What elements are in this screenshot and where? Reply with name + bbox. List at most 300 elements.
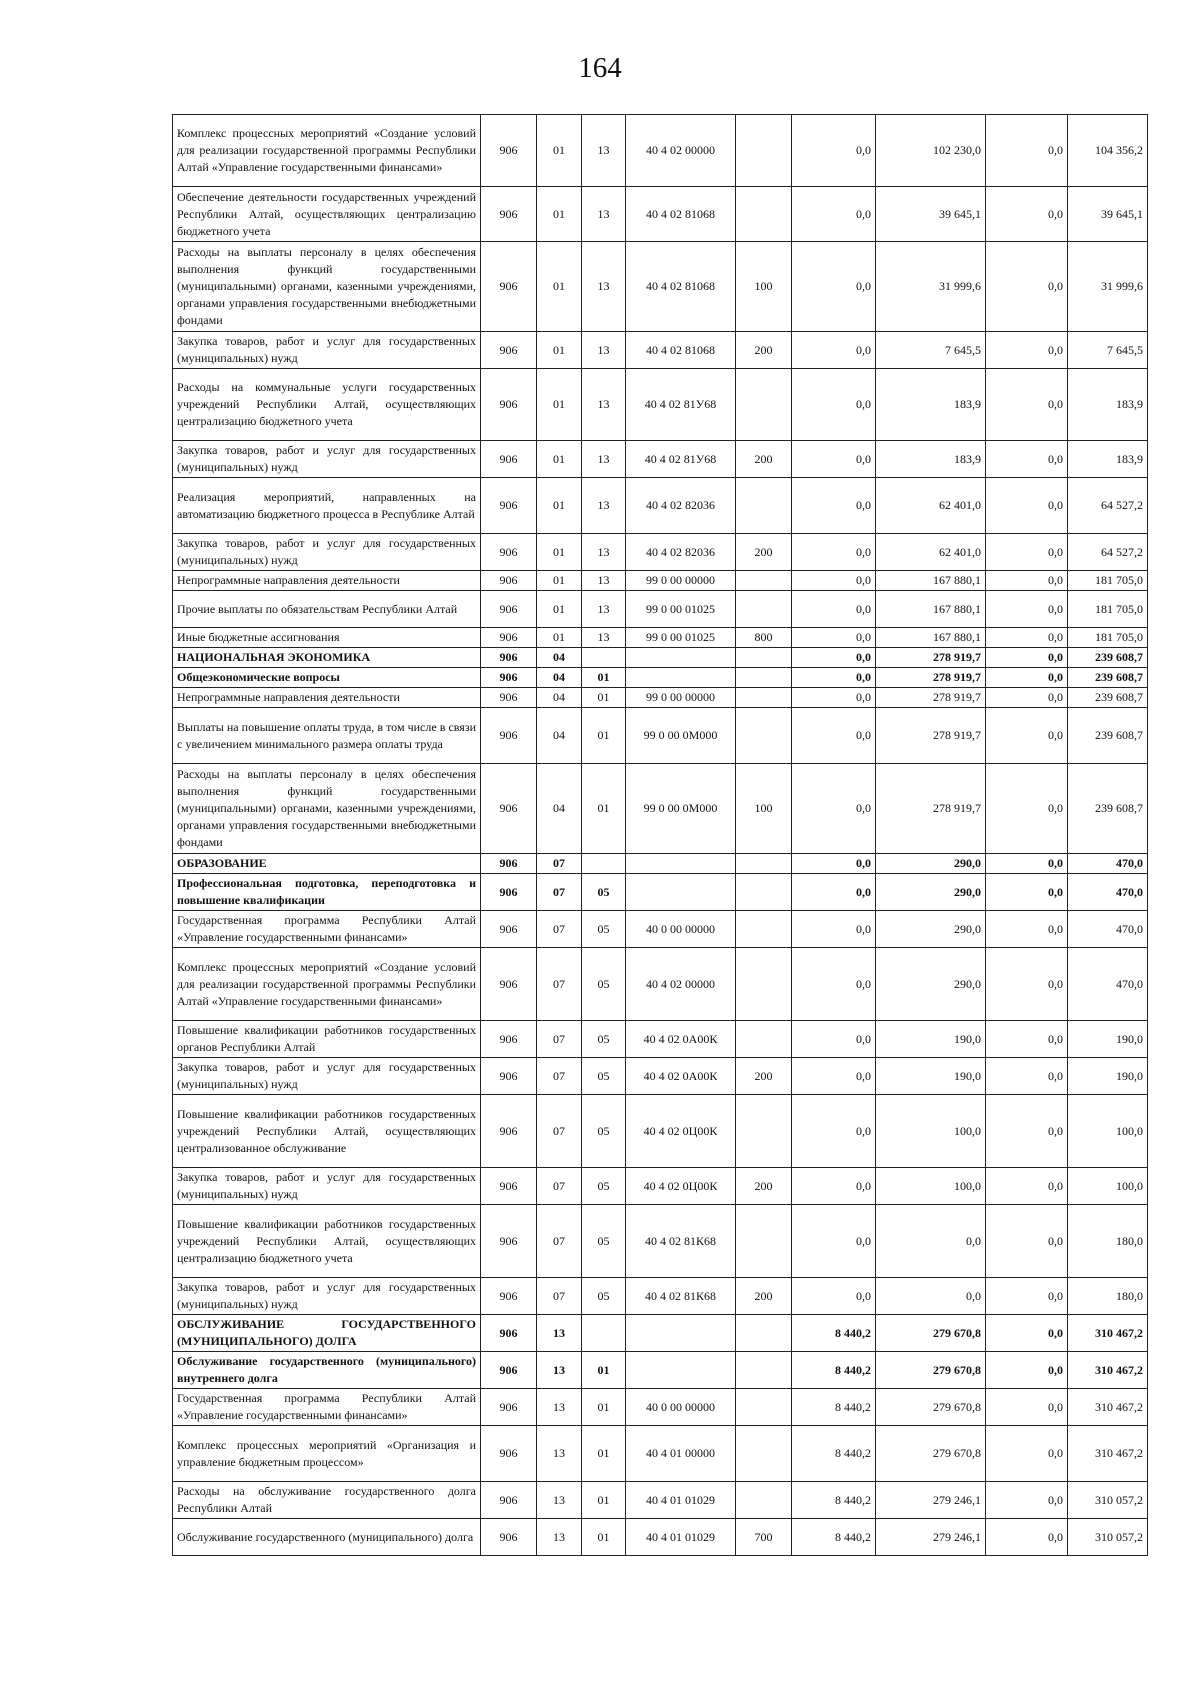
section-code-cell: 01: [537, 187, 582, 242]
grbs-code-cell: 906: [481, 187, 537, 242]
table-row: [173, 708, 1148, 764]
target-article-cell: 99 0 00 00000: [626, 571, 736, 591]
amount-4-cell: 104 356,2: [1068, 115, 1148, 187]
subsection-code-cell: 05: [582, 1168, 626, 1205]
table-row: [173, 571, 1148, 591]
expense-type-cell: [736, 1352, 792, 1389]
amount-4-cell: 310 057,2: [1068, 1482, 1148, 1519]
page-number: 164: [578, 52, 622, 84]
amount-4-cell: 310 467,2: [1068, 1315, 1148, 1352]
section-code-cell: 01: [537, 591, 582, 628]
amount-1-cell: 0,0: [792, 1205, 876, 1278]
amount-2-cell: 278 919,7: [876, 668, 986, 688]
amount-2-cell: 39 645,1: [876, 187, 986, 242]
expense-type-cell: 200: [736, 1278, 792, 1315]
amount-4-cell: 181 705,0: [1068, 628, 1148, 648]
expense-type-cell: [736, 948, 792, 1021]
table-row: [173, 441, 1148, 478]
subsection-code-cell: 13: [582, 441, 626, 478]
row-name-cell: Расходы на выплаты персоналу в целях обеспечения выполнения функций государственными (муниципальными) органами, казенными учреждениями, органами управления государственными внебюджетными фондами: [173, 764, 481, 854]
row-name-cell: Комплекс процессных мероприятий «Создание условий для реализации государственной программы Республики Алтай «Управление государственными финансами»: [173, 948, 481, 1021]
target-article-cell: 40 4 01 01029: [626, 1482, 736, 1519]
amount-3-cell: 0,0: [986, 1389, 1068, 1426]
subsection-code-cell: 13: [582, 332, 626, 369]
amount-2-cell: 290,0: [876, 854, 986, 874]
table-row: [173, 854, 1148, 874]
grbs-code-cell: 906: [481, 1519, 537, 1556]
grbs-code-cell: 906: [481, 478, 537, 534]
section-code-cell: 01: [537, 242, 582, 332]
amount-2-cell: 278 919,7: [876, 688, 986, 708]
amount-1-cell: 0,0: [792, 187, 876, 242]
amount-4-cell: 470,0: [1068, 948, 1148, 1021]
section-code-cell: 13: [537, 1426, 582, 1482]
amount-4-cell: 190,0: [1068, 1058, 1148, 1095]
amount-3-cell: 0,0: [986, 571, 1068, 591]
grbs-code-cell: 906: [481, 1058, 537, 1095]
target-article-cell: 40 4 02 81У68: [626, 369, 736, 441]
target-article-cell: 40 4 02 82036: [626, 478, 736, 534]
grbs-code-cell: 906: [481, 764, 537, 854]
target-article-cell: [626, 1315, 736, 1352]
section-code-cell: 01: [537, 478, 582, 534]
amount-3-cell: 0,0: [986, 1352, 1068, 1389]
amount-2-cell: 167 880,1: [876, 591, 986, 628]
target-article-cell: 99 0 00 00000: [626, 688, 736, 708]
grbs-code-cell: 906: [481, 115, 537, 187]
amount-3-cell: 0,0: [986, 1278, 1068, 1315]
section-code-cell: 13: [537, 1315, 582, 1352]
amount-3-cell: 0,0: [986, 874, 1068, 911]
subsection-code-cell: 13: [582, 534, 626, 571]
target-article-cell: 40 0 00 00000: [626, 911, 736, 948]
row-name-cell: Закупка товаров, работ и услуг для государственных (муниципальных) нужд: [173, 441, 481, 478]
amount-2-cell: 290,0: [876, 948, 986, 1021]
amount-3-cell: 0,0: [986, 332, 1068, 369]
amount-2-cell: 190,0: [876, 1021, 986, 1058]
table-row: [173, 1021, 1148, 1058]
row-name-cell: Закупка товаров, работ и услуг для государственных (муниципальных) нужд: [173, 332, 481, 369]
grbs-code-cell: 906: [481, 911, 537, 948]
amount-4-cell: 183,9: [1068, 441, 1148, 478]
amount-1-cell: 0,0: [792, 688, 876, 708]
amount-3-cell: 0,0: [986, 1205, 1068, 1278]
table-row: [173, 591, 1148, 628]
amount-2-cell: 167 880,1: [876, 571, 986, 591]
table-row: [173, 668, 1148, 688]
grbs-code-cell: 906: [481, 1389, 537, 1426]
target-article-cell: 40 4 02 00000: [626, 948, 736, 1021]
expense-type-cell: 100: [736, 764, 792, 854]
grbs-code-cell: 906: [481, 874, 537, 911]
section-code-cell: 01: [537, 628, 582, 648]
target-article-cell: 40 4 01 00000: [626, 1426, 736, 1482]
table-row: [173, 911, 1148, 948]
section-code-cell: 01: [537, 369, 582, 441]
amount-2-cell: 102 230,0: [876, 115, 986, 187]
row-name-cell: Комплекс процессных мероприятий «Создание условий для реализации государственной программы Республики Алтай «Управление государственными финансами»: [173, 115, 481, 187]
amount-1-cell: 0,0: [792, 911, 876, 948]
table-row: [173, 115, 1148, 187]
amount-4-cell: 470,0: [1068, 911, 1148, 948]
expense-type-cell: [736, 115, 792, 187]
subsection-code-cell: 05: [582, 911, 626, 948]
row-name-cell: Комплекс процессных мероприятий «Организация и управление бюджетным процессом»: [173, 1426, 481, 1482]
amount-3-cell: 0,0: [986, 668, 1068, 688]
row-name-cell: НАЦИОНАЛЬНАЯ ЭКОНОМИКА: [173, 648, 481, 668]
row-name-cell: Повышение квалификации работников государственных учреждений Республики Алтай, осуществляющих централизацию бюджетного учета: [173, 1205, 481, 1278]
amount-2-cell: 0,0: [876, 1278, 986, 1315]
amount-4-cell: 39 645,1: [1068, 187, 1148, 242]
table-row: [173, 948, 1148, 1021]
expense-type-cell: [736, 708, 792, 764]
amount-3-cell: 0,0: [986, 1095, 1068, 1168]
table-row: [173, 1168, 1148, 1205]
amount-2-cell: 62 401,0: [876, 534, 986, 571]
target-article-cell: 40 4 02 81068: [626, 187, 736, 242]
expense-type-cell: [736, 648, 792, 668]
expense-type-cell: 200: [736, 1168, 792, 1205]
amount-4-cell: 64 527,2: [1068, 534, 1148, 571]
subsection-code-cell: 05: [582, 1095, 626, 1168]
amount-1-cell: 0,0: [792, 591, 876, 628]
amount-1-cell: 0,0: [792, 534, 876, 571]
grbs-code-cell: 906: [481, 591, 537, 628]
row-name-cell: Профессиональная подготовка, переподготовка и повышение квалификации: [173, 874, 481, 911]
table-row: [173, 688, 1148, 708]
expense-type-cell: [736, 1205, 792, 1278]
target-article-cell: [626, 874, 736, 911]
grbs-code-cell: 906: [481, 648, 537, 668]
row-name-cell: Обслуживание государственного (муниципального) внутреннего долга: [173, 1352, 481, 1389]
amount-2-cell: 183,9: [876, 441, 986, 478]
amount-4-cell: 31 999,6: [1068, 242, 1148, 332]
amount-1-cell: 0,0: [792, 1095, 876, 1168]
grbs-code-cell: 906: [481, 688, 537, 708]
subsection-code-cell: 01: [582, 688, 626, 708]
amount-3-cell: 0,0: [986, 854, 1068, 874]
target-article-cell: 99 0 00 0М000: [626, 764, 736, 854]
grbs-code-cell: 906: [481, 332, 537, 369]
section-code-cell: 04: [537, 668, 582, 688]
target-article-cell: [626, 668, 736, 688]
amount-1-cell: 0,0: [792, 369, 876, 441]
amount-4-cell: 310 467,2: [1068, 1426, 1148, 1482]
section-code-cell: 04: [537, 764, 582, 854]
amount-4-cell: 181 705,0: [1068, 571, 1148, 591]
target-article-cell: [626, 1352, 736, 1389]
amount-2-cell: 278 919,7: [876, 648, 986, 668]
amount-3-cell: 0,0: [986, 764, 1068, 854]
amount-2-cell: 7 645,5: [876, 332, 986, 369]
amount-4-cell: 181 705,0: [1068, 591, 1148, 628]
expense-type-cell: 200: [736, 441, 792, 478]
subsection-code-cell: 01: [582, 1482, 626, 1519]
subsection-code-cell: 05: [582, 874, 626, 911]
amount-1-cell: 0,0: [792, 1021, 876, 1058]
row-name-cell: Закупка товаров, работ и услуг для государственных (муниципальных) нужд: [173, 1278, 481, 1315]
grbs-code-cell: 906: [481, 1095, 537, 1168]
target-article-cell: 99 0 00 0М000: [626, 708, 736, 764]
amount-2-cell: 278 919,7: [876, 764, 986, 854]
amount-1-cell: 0,0: [792, 115, 876, 187]
row-name-cell: Закупка товаров, работ и услуг для государственных (муниципальных) нужд: [173, 534, 481, 571]
subsection-code-cell: 13: [582, 571, 626, 591]
grbs-code-cell: 906: [481, 1021, 537, 1058]
amount-3-cell: 0,0: [986, 688, 1068, 708]
subsection-code-cell: 05: [582, 1205, 626, 1278]
amount-2-cell: 290,0: [876, 911, 986, 948]
amount-3-cell: 0,0: [986, 369, 1068, 441]
grbs-code-cell: 906: [481, 1205, 537, 1278]
subsection-code-cell: 13: [582, 115, 626, 187]
section-code-cell: 13: [537, 1482, 582, 1519]
row-name-cell: Расходы на обслуживание государственного долга Республики Алтай: [173, 1482, 481, 1519]
grbs-code-cell: 906: [481, 1426, 537, 1482]
row-name-cell: Обслуживание государственного (муниципального) долга: [173, 1519, 481, 1556]
expense-type-cell: [736, 1021, 792, 1058]
amount-1-cell: 8 440,2: [792, 1352, 876, 1389]
amount-1-cell: 0,0: [792, 854, 876, 874]
section-code-cell: 07: [537, 1278, 582, 1315]
section-code-cell: 13: [537, 1389, 582, 1426]
amount-1-cell: 0,0: [792, 948, 876, 1021]
section-code-cell: 13: [537, 1352, 582, 1389]
subsection-code-cell: 13: [582, 369, 626, 441]
expense-type-cell: [736, 1426, 792, 1482]
grbs-code-cell: 906: [481, 1278, 537, 1315]
row-name-cell: Повышение квалификации работников государственных органов Республики Алтай: [173, 1021, 481, 1058]
amount-3-cell: 0,0: [986, 1058, 1068, 1095]
amount-3-cell: 0,0: [986, 187, 1068, 242]
target-article-cell: 40 4 02 0Ц00К: [626, 1168, 736, 1205]
expense-type-cell: [736, 911, 792, 948]
expense-type-cell: [736, 369, 792, 441]
amount-4-cell: 239 608,7: [1068, 708, 1148, 764]
amount-1-cell: 8 440,2: [792, 1315, 876, 1352]
amount-2-cell: 183,9: [876, 369, 986, 441]
amount-1-cell: 8 440,2: [792, 1389, 876, 1426]
target-article-cell: 40 4 02 0А00К: [626, 1021, 736, 1058]
expense-type-cell: 200: [736, 534, 792, 571]
table-row: [173, 187, 1148, 242]
amount-3-cell: 0,0: [986, 441, 1068, 478]
section-code-cell: 04: [537, 708, 582, 764]
target-article-cell: 40 4 02 81К68: [626, 1205, 736, 1278]
row-name-cell: ОБСЛУЖИВАНИЕ ГОСУДАРСТВЕННОГО (МУНИЦИПАЛЬНОГО) ДОЛГА: [173, 1315, 481, 1352]
amount-4-cell: 239 608,7: [1068, 668, 1148, 688]
expense-type-cell: 200: [736, 1058, 792, 1095]
subsection-code-cell: 01: [582, 1352, 626, 1389]
amount-2-cell: 279 246,1: [876, 1482, 986, 1519]
amount-4-cell: 470,0: [1068, 874, 1148, 911]
grbs-code-cell: 906: [481, 571, 537, 591]
amount-1-cell: 0,0: [792, 242, 876, 332]
subsection-code-cell: [582, 1315, 626, 1352]
expense-type-cell: [736, 1389, 792, 1426]
grbs-code-cell: 906: [481, 369, 537, 441]
subsection-code-cell: 13: [582, 591, 626, 628]
section-code-cell: 04: [537, 688, 582, 708]
amount-3-cell: 0,0: [986, 115, 1068, 187]
target-article-cell: 40 0 00 00000: [626, 1389, 736, 1426]
amount-4-cell: 239 608,7: [1068, 764, 1148, 854]
subsection-code-cell: 01: [582, 764, 626, 854]
subsection-code-cell: 05: [582, 1058, 626, 1095]
amount-2-cell: 279 246,1: [876, 1519, 986, 1556]
table-row: [173, 648, 1148, 668]
grbs-code-cell: 906: [481, 1168, 537, 1205]
amount-3-cell: 0,0: [986, 1021, 1068, 1058]
expense-type-cell: 200: [736, 332, 792, 369]
table-row: [173, 1519, 1148, 1556]
table-row: [173, 1058, 1148, 1095]
amount-1-cell: 8 440,2: [792, 1519, 876, 1556]
amount-4-cell: 180,0: [1068, 1278, 1148, 1315]
expense-type-cell: [736, 571, 792, 591]
subsection-code-cell: 05: [582, 1021, 626, 1058]
row-name-cell: Обеспечение деятельности государственных учреждений Республики Алтай, осуществляющих централизацию бюджетного учета: [173, 187, 481, 242]
table-body: [173, 115, 1148, 1556]
table-row: [173, 534, 1148, 571]
amount-1-cell: 0,0: [792, 648, 876, 668]
target-article-cell: 99 0 00 01025: [626, 628, 736, 648]
amount-1-cell: 0,0: [792, 1278, 876, 1315]
amount-3-cell: 0,0: [986, 948, 1068, 1021]
amount-4-cell: 64 527,2: [1068, 478, 1148, 534]
amount-4-cell: 310 057,2: [1068, 1519, 1148, 1556]
expense-type-cell: [736, 688, 792, 708]
section-code-cell: 07: [537, 1095, 582, 1168]
subsection-code-cell: 13: [582, 478, 626, 534]
row-name-cell: Реализация мероприятий, направленных на автоматизацию бюджетного процесса в Республике Алтай: [173, 478, 481, 534]
target-article-cell: 40 4 02 81068: [626, 332, 736, 369]
expense-type-cell: [736, 478, 792, 534]
amount-4-cell: 100,0: [1068, 1095, 1148, 1168]
amount-2-cell: 62 401,0: [876, 478, 986, 534]
amount-4-cell: 239 608,7: [1068, 688, 1148, 708]
amount-3-cell: 0,0: [986, 708, 1068, 764]
row-name-cell: Государственная программа Республики Алтай «Управление государственными финансами»: [173, 911, 481, 948]
section-code-cell: 07: [537, 1058, 582, 1095]
section-code-cell: 07: [537, 1205, 582, 1278]
amount-3-cell: 0,0: [986, 591, 1068, 628]
amount-2-cell: 278 919,7: [876, 708, 986, 764]
section-code-cell: 07: [537, 1021, 582, 1058]
subsection-code-cell: 01: [582, 1426, 626, 1482]
section-code-cell: 01: [537, 534, 582, 571]
table-row: [173, 1278, 1148, 1315]
row-name-cell: Государственная программа Республики Алтай «Управление государственными финансами»: [173, 1389, 481, 1426]
table-row: [173, 764, 1148, 854]
amount-2-cell: 100,0: [876, 1168, 986, 1205]
table-row: [173, 242, 1148, 332]
section-code-cell: 01: [537, 571, 582, 591]
grbs-code-cell: 906: [481, 242, 537, 332]
subsection-code-cell: 05: [582, 1278, 626, 1315]
expense-type-cell: [736, 1315, 792, 1352]
amount-1-cell: 0,0: [792, 708, 876, 764]
amount-3-cell: 0,0: [986, 1168, 1068, 1205]
grbs-code-cell: 906: [481, 708, 537, 764]
row-name-cell: Расходы на коммунальные услуги государственных учреждений Республики Алтай, осуществляющих централизацию бюджетного учета: [173, 369, 481, 441]
target-article-cell: 40 4 02 00000: [626, 115, 736, 187]
amount-2-cell: 279 670,8: [876, 1426, 986, 1482]
table-row: [173, 369, 1148, 441]
target-article-cell: 40 4 02 81068: [626, 242, 736, 332]
amount-3-cell: 0,0: [986, 1482, 1068, 1519]
table-row: [173, 1482, 1148, 1519]
row-name-cell: Выплаты на повышение оплаты труда, в том числе в связи с увеличением минимального размера оплаты труда: [173, 708, 481, 764]
amount-1-cell: 8 440,2: [792, 1482, 876, 1519]
row-name-cell: Расходы на выплаты персоналу в целях обеспечения выполнения функций государственными (муниципальными) органами, казенными учреждениями, органами управления государственными внебюджетными фондами: [173, 242, 481, 332]
amount-1-cell: 0,0: [792, 478, 876, 534]
subsection-code-cell: 13: [582, 187, 626, 242]
amount-2-cell: 279 670,8: [876, 1315, 986, 1352]
target-article-cell: 40 4 02 82036: [626, 534, 736, 571]
subsection-code-cell: 05: [582, 948, 626, 1021]
amount-1-cell: 0,0: [792, 764, 876, 854]
expense-type-cell: [736, 1482, 792, 1519]
grbs-code-cell: 906: [481, 534, 537, 571]
expense-type-cell: 800: [736, 628, 792, 648]
amount-4-cell: 310 467,2: [1068, 1389, 1148, 1426]
amount-4-cell: 100,0: [1068, 1168, 1148, 1205]
subsection-code-cell: [582, 648, 626, 668]
target-article-cell: 40 4 02 0А00К: [626, 1058, 736, 1095]
target-article-cell: 40 4 01 01029: [626, 1519, 736, 1556]
section-code-cell: 07: [537, 948, 582, 1021]
amount-2-cell: 100,0: [876, 1095, 986, 1168]
grbs-code-cell: 906: [481, 1482, 537, 1519]
amount-3-cell: 0,0: [986, 648, 1068, 668]
target-article-cell: [626, 854, 736, 874]
amount-3-cell: 0,0: [986, 534, 1068, 571]
expense-type-cell: 100: [736, 242, 792, 332]
grbs-code-cell: 906: [481, 948, 537, 1021]
expense-type-cell: [736, 854, 792, 874]
subsection-code-cell: 13: [582, 628, 626, 648]
amount-1-cell: 0,0: [792, 874, 876, 911]
subsection-code-cell: 01: [582, 1389, 626, 1426]
expense-type-cell: [736, 1095, 792, 1168]
expense-type-cell: [736, 187, 792, 242]
table-row: [173, 1352, 1148, 1389]
grbs-code-cell: 906: [481, 1315, 537, 1352]
subsection-code-cell: 01: [582, 708, 626, 764]
amount-3-cell: 0,0: [986, 242, 1068, 332]
amount-2-cell: 279 670,8: [876, 1389, 986, 1426]
amount-1-cell: 0,0: [792, 628, 876, 648]
amount-3-cell: 0,0: [986, 1426, 1068, 1482]
target-article-cell: 40 4 02 81К68: [626, 1278, 736, 1315]
row-name-cell: Общеэкономические вопросы: [173, 668, 481, 688]
target-article-cell: 40 4 02 0Ц00К: [626, 1095, 736, 1168]
grbs-code-cell: 906: [481, 1352, 537, 1389]
section-code-cell: 07: [537, 854, 582, 874]
amount-3-cell: 0,0: [986, 1315, 1068, 1352]
amount-2-cell: 0,0: [876, 1205, 986, 1278]
section-code-cell: 07: [537, 874, 582, 911]
amount-2-cell: 279 670,8: [876, 1352, 986, 1389]
subsection-code-cell: 01: [582, 668, 626, 688]
amount-4-cell: 7 645,5: [1068, 332, 1148, 369]
table-row: [173, 628, 1148, 648]
expense-type-cell: [736, 668, 792, 688]
target-article-cell: [626, 648, 736, 668]
section-code-cell: 01: [537, 441, 582, 478]
amount-1-cell: 0,0: [792, 1058, 876, 1095]
